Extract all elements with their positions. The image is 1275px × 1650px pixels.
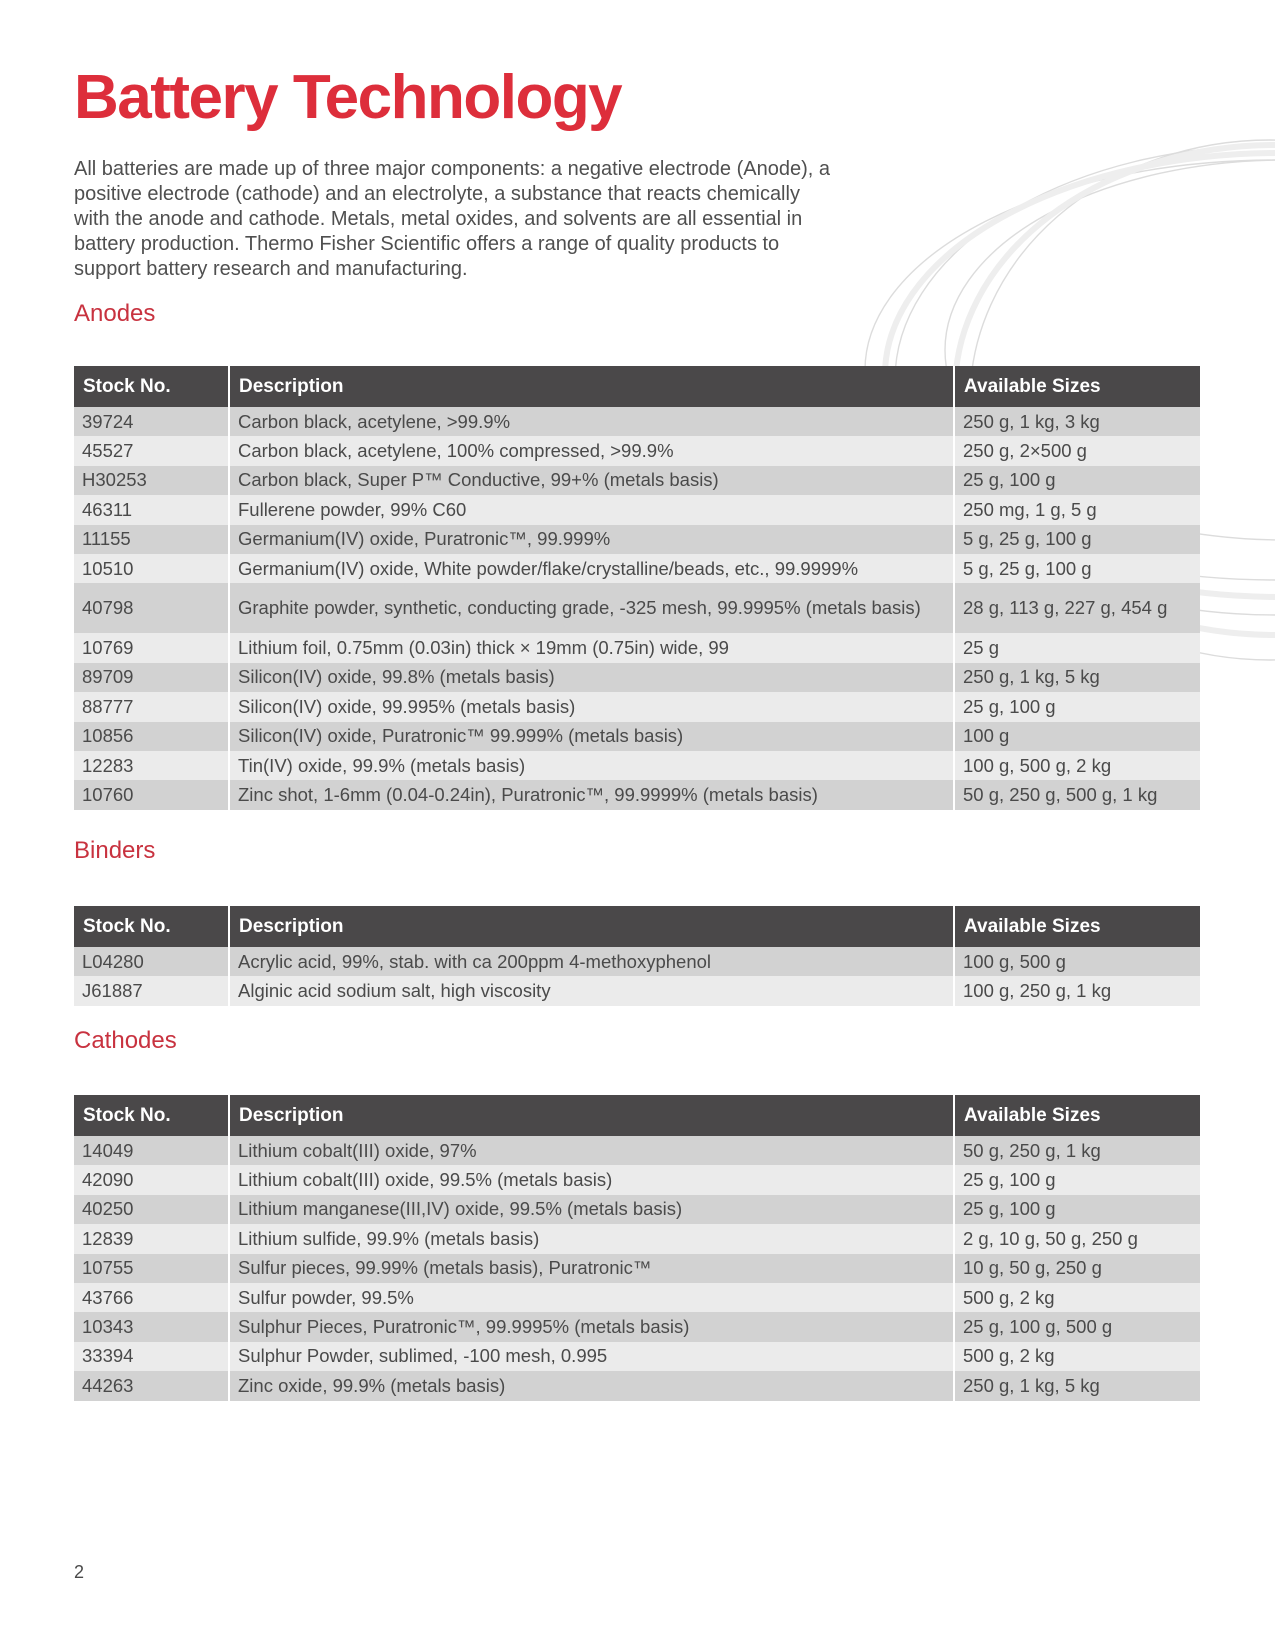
description-cell: Acrylic acid, 99%, stab. with ca 200ppm 4-methoxyphenol (229, 947, 954, 976)
stock-number-cell: 10769 (74, 633, 229, 662)
table-header-row (74, 1095, 1200, 1136)
column-header-sizes: Available Sizes (954, 1095, 1200, 1136)
description-cell: Silicon(IV) oxide, 99.995% (metals basis) (229, 692, 954, 721)
stock-number-cell: 33394 (74, 1342, 229, 1371)
column-header-description: Description (229, 366, 954, 407)
stock-number-cell: 10510 (74, 554, 229, 583)
table-row (74, 692, 1200, 721)
table-row (74, 525, 1200, 554)
table-row (74, 663, 1200, 692)
table-row (74, 1165, 1200, 1194)
description-cell: Alginic acid sodium salt, high viscosity (229, 976, 954, 1005)
table-row (74, 1371, 1200, 1400)
description-cell: Sulphur Pieces, Puratronic™, 99.9995% (metals basis) (229, 1312, 954, 1341)
table-row (74, 751, 1200, 780)
table-header-row (74, 906, 1200, 947)
description-cell: Germanium(IV) oxide, White powder/flake/crystalline/beads, etc., 99.9999% (229, 554, 954, 583)
page-number: 2 (74, 1562, 85, 1582)
description-cell: Graphite powder, synthetic, conducting grade, -325 mesh, 99.9995% (metals basis) (229, 583, 954, 633)
table-row (74, 976, 1200, 1005)
table-row (74, 1254, 1200, 1283)
stock-number-cell: 44263 (74, 1371, 229, 1400)
page-title: Battery Technology (74, 63, 622, 132)
available-sizes-cell: 100 g (954, 722, 1200, 751)
anodes-table (74, 366, 1200, 810)
description-cell: Germanium(IV) oxide, Puratronic™, 99.999% (229, 525, 954, 554)
description-cell: Carbon black, acetylene, 100% compressed, >99.9% (229, 436, 954, 465)
description-cell: Zinc shot, 1-6mm (0.04-0.24in), Puratronic™, 99.9999% (metals basis) (229, 780, 954, 809)
description-cell: Tin(IV) oxide, 99.9% (metals basis) (229, 751, 954, 780)
stock-number-cell: 12283 (74, 751, 229, 780)
table-header-row (74, 366, 1200, 407)
available-sizes-cell: 25 g (954, 633, 1200, 662)
available-sizes-cell: 250 g, 1 kg, 5 kg (954, 663, 1200, 692)
available-sizes-cell: 2 g, 10 g, 50 g, 250 g (954, 1224, 1200, 1253)
stock-number-cell: 46311 (74, 495, 229, 524)
available-sizes-cell: 250 g, 1 kg, 3 kg (954, 407, 1200, 436)
stock-number-cell: 11155 (74, 525, 229, 554)
available-sizes-cell: 50 g, 250 g, 1 kg (954, 1136, 1200, 1165)
table-row (74, 722, 1200, 751)
stock-number-cell: 10343 (74, 1312, 229, 1341)
description-cell: Lithium cobalt(III) oxide, 97% (229, 1136, 954, 1165)
available-sizes-cell: 5 g, 25 g, 100 g (954, 554, 1200, 583)
available-sizes-cell: 500 g, 2 kg (954, 1283, 1200, 1312)
available-sizes-cell: 5 g, 25 g, 100 g (954, 525, 1200, 554)
anodes-heading: Anodes (74, 300, 156, 327)
binders-heading: Binders (74, 837, 156, 864)
stock-number-cell: 88777 (74, 692, 229, 721)
column-header-description: Description (229, 1095, 954, 1136)
description-cell: Lithium manganese(III,IV) oxide, 99.5% (metals basis) (229, 1195, 954, 1224)
description-cell: Lithium foil, 0.75mm (0.03in) thick × 19mm (0.75in) wide, 99 (229, 633, 954, 662)
table-row (74, 436, 1200, 465)
table-row (74, 1136, 1200, 1165)
available-sizes-cell: 10 g, 50 g, 250 g (954, 1254, 1200, 1283)
table-row (74, 407, 1200, 436)
available-sizes-cell: 250 g, 1 kg, 5 kg (954, 1371, 1200, 1400)
stock-number-cell: 40798 (74, 583, 229, 633)
available-sizes-cell: 25 g, 100 g (954, 692, 1200, 721)
table-row (74, 1312, 1200, 1341)
stock-number-cell: 42090 (74, 1165, 229, 1194)
stock-number-cell: H30253 (74, 466, 229, 495)
table-row (74, 1224, 1200, 1253)
stock-number-cell: L04280 (74, 947, 229, 976)
description-cell: Sulfur pieces, 99.99% (metals basis), Puratronic™ (229, 1254, 954, 1283)
table-row (74, 554, 1200, 583)
stock-number-cell: 10856 (74, 722, 229, 751)
available-sizes-cell: 100 g, 500 g, 2 kg (954, 751, 1200, 780)
stock-number-cell: 89709 (74, 663, 229, 692)
table-row (74, 1283, 1200, 1312)
stock-number-cell: J61887 (74, 976, 229, 1005)
available-sizes-cell: 100 g, 500 g (954, 947, 1200, 976)
stock-number-cell: 39724 (74, 407, 229, 436)
stock-number-cell: 14049 (74, 1136, 229, 1165)
table-row (74, 947, 1200, 976)
available-sizes-cell: 50 g, 250 g, 500 g, 1 kg (954, 780, 1200, 809)
available-sizes-cell: 100 g, 250 g, 1 kg (954, 976, 1200, 1005)
column-header-description: Description (229, 906, 954, 947)
binders-table (74, 906, 1200, 1006)
available-sizes-cell: 28 g, 113 g, 227 g, 454 g (954, 583, 1200, 633)
stock-number-cell: 10760 (74, 780, 229, 809)
column-header-stock: Stock No. (74, 906, 229, 947)
stock-number-cell: 40250 (74, 1195, 229, 1224)
description-cell: Lithium sulfide, 99.9% (metals basis) (229, 1224, 954, 1253)
table-row (74, 780, 1200, 809)
description-cell: Sulphur Powder, sublimed, -100 mesh, 0.995 (229, 1342, 954, 1371)
intro-paragraph: All batteries are made up of three major components: a negative electrode (Anode), a positive electrode (cathode) and an electrolyte, a substance that reacts chemically with the anode and cathode. Metals, metal oxides, and solvents are all essential in battery production. Thermo Fisher Scientific offers a range of quality products to support battery research and manufacturing. (74, 158, 830, 280)
available-sizes-cell: 500 g, 2 kg (954, 1342, 1200, 1371)
available-sizes-cell: 25 g, 100 g (954, 1195, 1200, 1224)
available-sizes-cell: 25 g, 100 g (954, 466, 1200, 495)
stock-number-cell: 12839 (74, 1224, 229, 1253)
stock-number-cell: 45527 (74, 436, 229, 465)
available-sizes-cell: 250 g, 2×500 g (954, 436, 1200, 465)
description-cell: Lithium cobalt(III) oxide, 99.5% (metals basis) (229, 1165, 954, 1194)
table-row (74, 633, 1200, 662)
table-row (74, 466, 1200, 495)
stock-number-cell: 10755 (74, 1254, 229, 1283)
available-sizes-cell: 25 g, 100 g, 500 g (954, 1312, 1200, 1341)
description-cell: Silicon(IV) oxide, 99.8% (metals basis) (229, 663, 954, 692)
column-header-stock: Stock No. (74, 1095, 229, 1136)
description-cell: Sulfur powder, 99.5% (229, 1283, 954, 1312)
description-cell: Zinc oxide, 99.9% (metals basis) (229, 1371, 954, 1400)
available-sizes-cell: 250 mg, 1 g, 5 g (954, 495, 1200, 524)
description-cell: Silicon(IV) oxide, Puratronic™ 99.999% (metals basis) (229, 722, 954, 751)
available-sizes-cell: 25 g, 100 g (954, 1165, 1200, 1194)
column-header-sizes: Available Sizes (954, 366, 1200, 407)
table-row (74, 1195, 1200, 1224)
description-cell: Carbon black, acetylene, >99.9% (229, 407, 954, 436)
description-cell: Fullerene powder, 99% C60 (229, 495, 954, 524)
column-header-stock: Stock No. (74, 366, 229, 407)
description-cell: Carbon black, Super P™ Conductive, 99+% (metals basis) (229, 466, 954, 495)
cathodes-table (74, 1095, 1200, 1401)
cathodes-heading: Cathodes (74, 1027, 177, 1054)
column-header-sizes: Available Sizes (954, 906, 1200, 947)
table-row (74, 495, 1200, 524)
table-row (74, 583, 1200, 633)
table-row (74, 1342, 1200, 1371)
stock-number-cell: 43766 (74, 1283, 229, 1312)
